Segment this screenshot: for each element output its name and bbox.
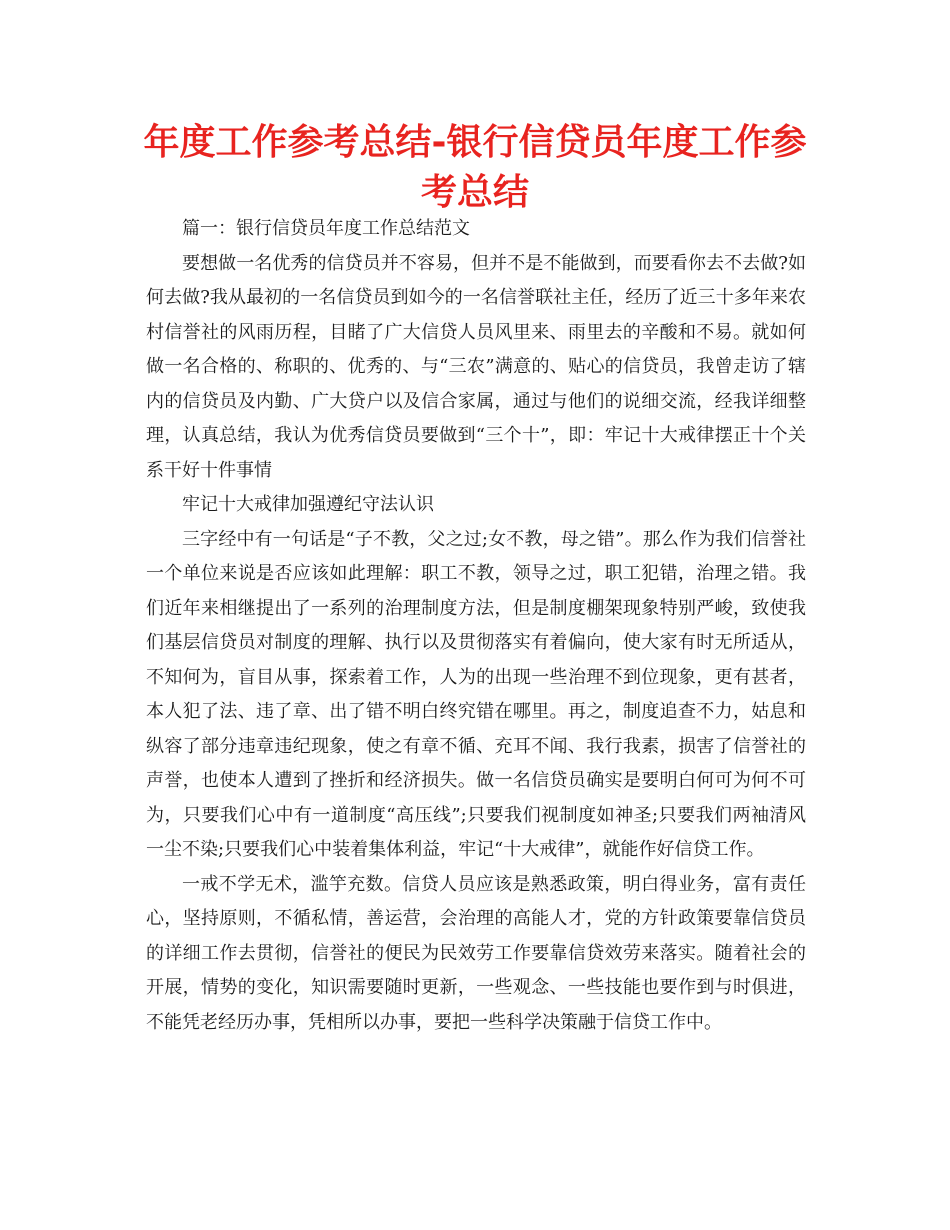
paragraph: 一戒不学无术，滥竽充数。信贷人员应该是熟悉政策，明白得业务，富有责任心，坚持原则，不循私情，善运营，会治理的高能人才，党的方针政策要靠信贷员的详细工作去贯彻，信誉社的便民为民效劳工作要靠信贷效劳来落实。随着社会的开展，情势的变化，知识需要随时更新，一些观念、一些技能也要作到与时俱进，不能凭老经历办事，凭相所以办事，要把一些科学决策融于信贷工作中。 [146,873,806,1033]
paragraph: 要想做一名优秀的信贷员并不容易，但并不是不能做到，而要看你去不去做?如何去做?我从最初的一名信贷员到如今的一名信誉联社主任，经历了近三十多年来农村信誉社的风雨历程，目睹了广大信贷人员风里来、雨里去的辛酸和不易。就如何做一名合格的、称职的、优秀的、与“三农”满意的、贴心的信贷员，我曾走访了辖内的信贷员及内勤、广大贷户以及信合家属，通过与他们的说细交流，经我详细整理，认真总结，我认为优秀信贷员要做到“三个十”，即：牢记十大戒律摆正十个关系干好十件事情 [146,252,806,481]
document-title: 年度工作参考总结-银行信贷员年度工作参考总结 [143,122,807,213]
paragraph: 三字经中有一句话是“子不教，父之过;女不教，母之错”。那么作为我们信誉社一个单位来说是否应该如此理解：职工不教，领导之过，职工犯错，治理之错。我们近年来相继提出了一系列的治理制度方法，但是制度棚架现象特别严峻，致使我们基层信贷员对制度的理解、执行以及贯彻落实有着偏向，使大家有时无所适从，不知何为，盲目从事，探索着工作，人为的出现一些治理不到位现象，更有甚者，本人犯了法、违了章、出了错不明白终究错在哪里。再之，制度追查不力，姑息和纵容了部分违章违纪现象，使之有章不循、充耳不闻、我行我素，损害了信誉社的声誉，也使本人遭到了挫折和经济损失。做一名信贷员确实是要明白何可为何不可为，只要我们心中有一道制度“高压线”;只要我们视制度如神圣;只要我们两袖清风一尘不染;只要我们心中装着集体利益，牢记“十大戒律”，就能作好信贷工作。 [146,528,806,860]
document-body [146,212,806,1040]
section-heading: 牢记十大戒律加强遵纪守法认识 [182,494,434,515]
section-heading: 篇一：银行信贷员年度工作总结范文 [182,218,470,239]
